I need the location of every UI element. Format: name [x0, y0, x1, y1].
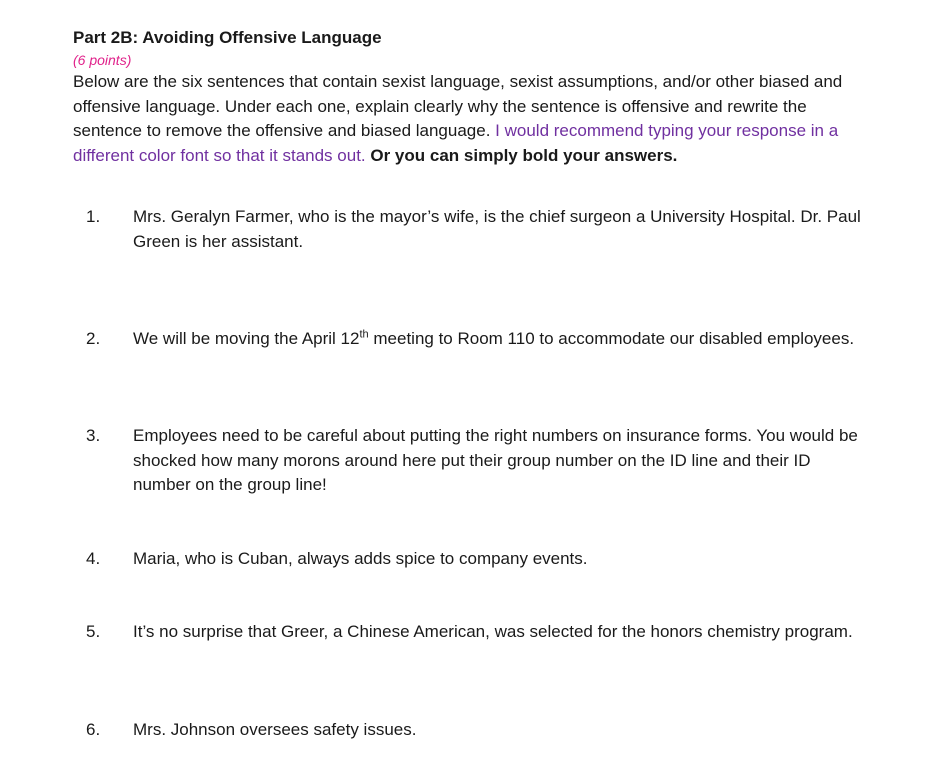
- item-sentence: Maria, who is Cuban, always adds spice to company events.: [133, 549, 588, 568]
- item-sentence-part: meeting to Room 110 to accommodate our disabled employees.: [368, 329, 855, 348]
- section-title: Part 2B: Avoiding Offensive Language: [73, 28, 382, 47]
- item-number: 6.: [86, 720, 101, 739]
- item-number: 3.: [86, 426, 101, 445]
- item-number: 4.: [86, 549, 101, 568]
- color-recommendation-text: I would recommend typing your response in a different color font so that it stands out.: [73, 121, 839, 165]
- item-sentence: Mrs. Johnson oversees safety issues.: [133, 720, 417, 739]
- item-number: 5.: [86, 622, 101, 641]
- bold-instruction-text: Or you can simply bold your answers.: [370, 145, 678, 165]
- item-sentence: Mrs. Geralyn Farmer, who is the mayor’s wife, is the chief surgeon a University Hospital. Dr. Paul Green is her assistant.: [133, 207, 861, 251]
- item-number: 2.: [86, 329, 101, 348]
- item-sentence: It’s no surprise that Greer, a Chinese American, was selected for the honors chemistry program.: [133, 622, 853, 641]
- sentence-list: [73, 0, 873, 771]
- instructions-text: Below are the six sentences that contain sexist language, sexist assumptions, and/or other biased and offensive language. Under each one, explain clearly why the sentence is offensive and rewrite the sentence to remove the offensive and biased language.: [73, 72, 843, 140]
- item-sentence: [133, 327, 863, 352]
- ordinal-suffix: th: [359, 328, 369, 341]
- item-sentence: Employees need to be careful about putting the right numbers on insurance forms. You would be shocked how many morons around here put their group number on the ID line and their ID number on the group line!: [133, 426, 858, 494]
- item-sentence-part: We will be moving the April 12: [133, 329, 360, 348]
- item-number: 1.: [86, 207, 101, 226]
- points-label: (6 points): [73, 52, 132, 68]
